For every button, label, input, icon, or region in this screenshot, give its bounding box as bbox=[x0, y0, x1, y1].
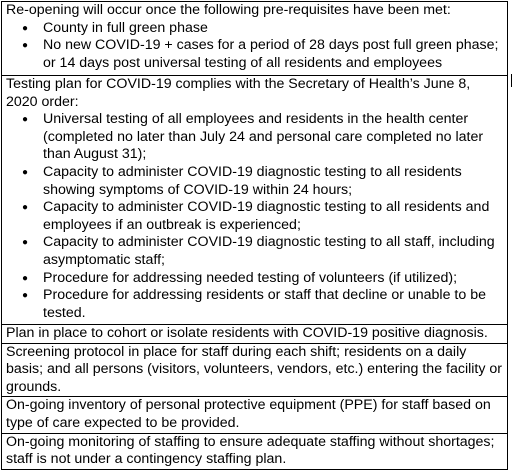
table-row bbox=[2, 397, 508, 433]
reopening-prerequisites-cell bbox=[2, 2, 508, 76]
list-item bbox=[6, 199, 503, 234]
testing-plan-cell bbox=[2, 76, 508, 325]
table-row bbox=[2, 433, 508, 469]
bullet-icon bbox=[22, 111, 28, 129]
table-row bbox=[2, 2, 508, 76]
ppe-inventory-cell: On-going inventory of personal protective equipment (PPE) for staff based on type of care expected to be provided. bbox=[2, 397, 508, 433]
list-item-text: Procedure for addressing needed testing of volunteers (if utilized); bbox=[43, 269, 458, 286]
cohort-plan-cell: Plan in place to cohort or isolate residents with COVID-19 positive diagnosis. bbox=[2, 325, 508, 344]
list-item-text: Universal testing of all employees and residents in the health center (completed no later than July 24 and personal care completed no later than August 31); bbox=[43, 111, 484, 163]
list-item bbox=[6, 287, 503, 322]
list-item-text: No new COVID-19 + cases for a period of 28 days post full green phase; or 14 days post universal testing of all residents and employees bbox=[43, 37, 499, 71]
bullet-icon bbox=[22, 20, 28, 38]
row-intro-text: Re-opening will occur once the following pre-requisites have been met: bbox=[6, 2, 451, 18]
screening-protocol-cell: Screening protocol in place for staff during each shift; residents on a daily basis; and all persons (visitors, volunteers, vendors, etc.) entering the facility or grounds. bbox=[2, 343, 508, 397]
list-item bbox=[6, 111, 503, 164]
list-item bbox=[6, 164, 503, 199]
list-item-text: Procedure for addressing residents or staff that decline or unable to be tested. bbox=[43, 287, 486, 321]
list-item-text: Capacity to administer COVID-19 diagnostic testing to all residents and employees if an outbreak is experienced; bbox=[43, 199, 490, 233]
list-item-text: Capacity to administer COVID-19 diagnostic testing to all staff, including asymptomatic staff; bbox=[43, 234, 495, 268]
row-intro-text: Testing plan for COVID-19 complies with the Secretary of Health’s June 8, 2020 order: bbox=[6, 76, 471, 110]
list-item-text: County in full green phase bbox=[43, 19, 208, 36]
bullet-icon bbox=[22, 164, 28, 182]
list-item bbox=[6, 20, 503, 38]
list-item bbox=[6, 234, 503, 269]
bullet-icon bbox=[22, 234, 28, 252]
bullet-icon bbox=[22, 287, 28, 305]
bullet-list bbox=[6, 111, 503, 322]
table-edge-mark bbox=[511, 74, 512, 87]
bullet-icon bbox=[22, 37, 28, 55]
bullet-icon bbox=[22, 270, 28, 288]
list-item bbox=[6, 270, 503, 288]
staffing-monitoring-cell: On-going monitoring of staffing to ensure adequate staffing without shortages; staff is not under a contingency staffing plan. bbox=[2, 433, 508, 469]
bullet-list bbox=[6, 20, 503, 73]
table-row bbox=[2, 325, 508, 344]
bullet-icon bbox=[22, 199, 28, 217]
table-row bbox=[2, 343, 508, 397]
requirements-table bbox=[1, 1, 508, 470]
list-item bbox=[6, 37, 503, 72]
table-row bbox=[2, 76, 508, 325]
list-item-text: Capacity to administer COVID-19 diagnostic testing to all residents showing symptoms of COVID-19 within 24 hours; bbox=[43, 163, 462, 198]
